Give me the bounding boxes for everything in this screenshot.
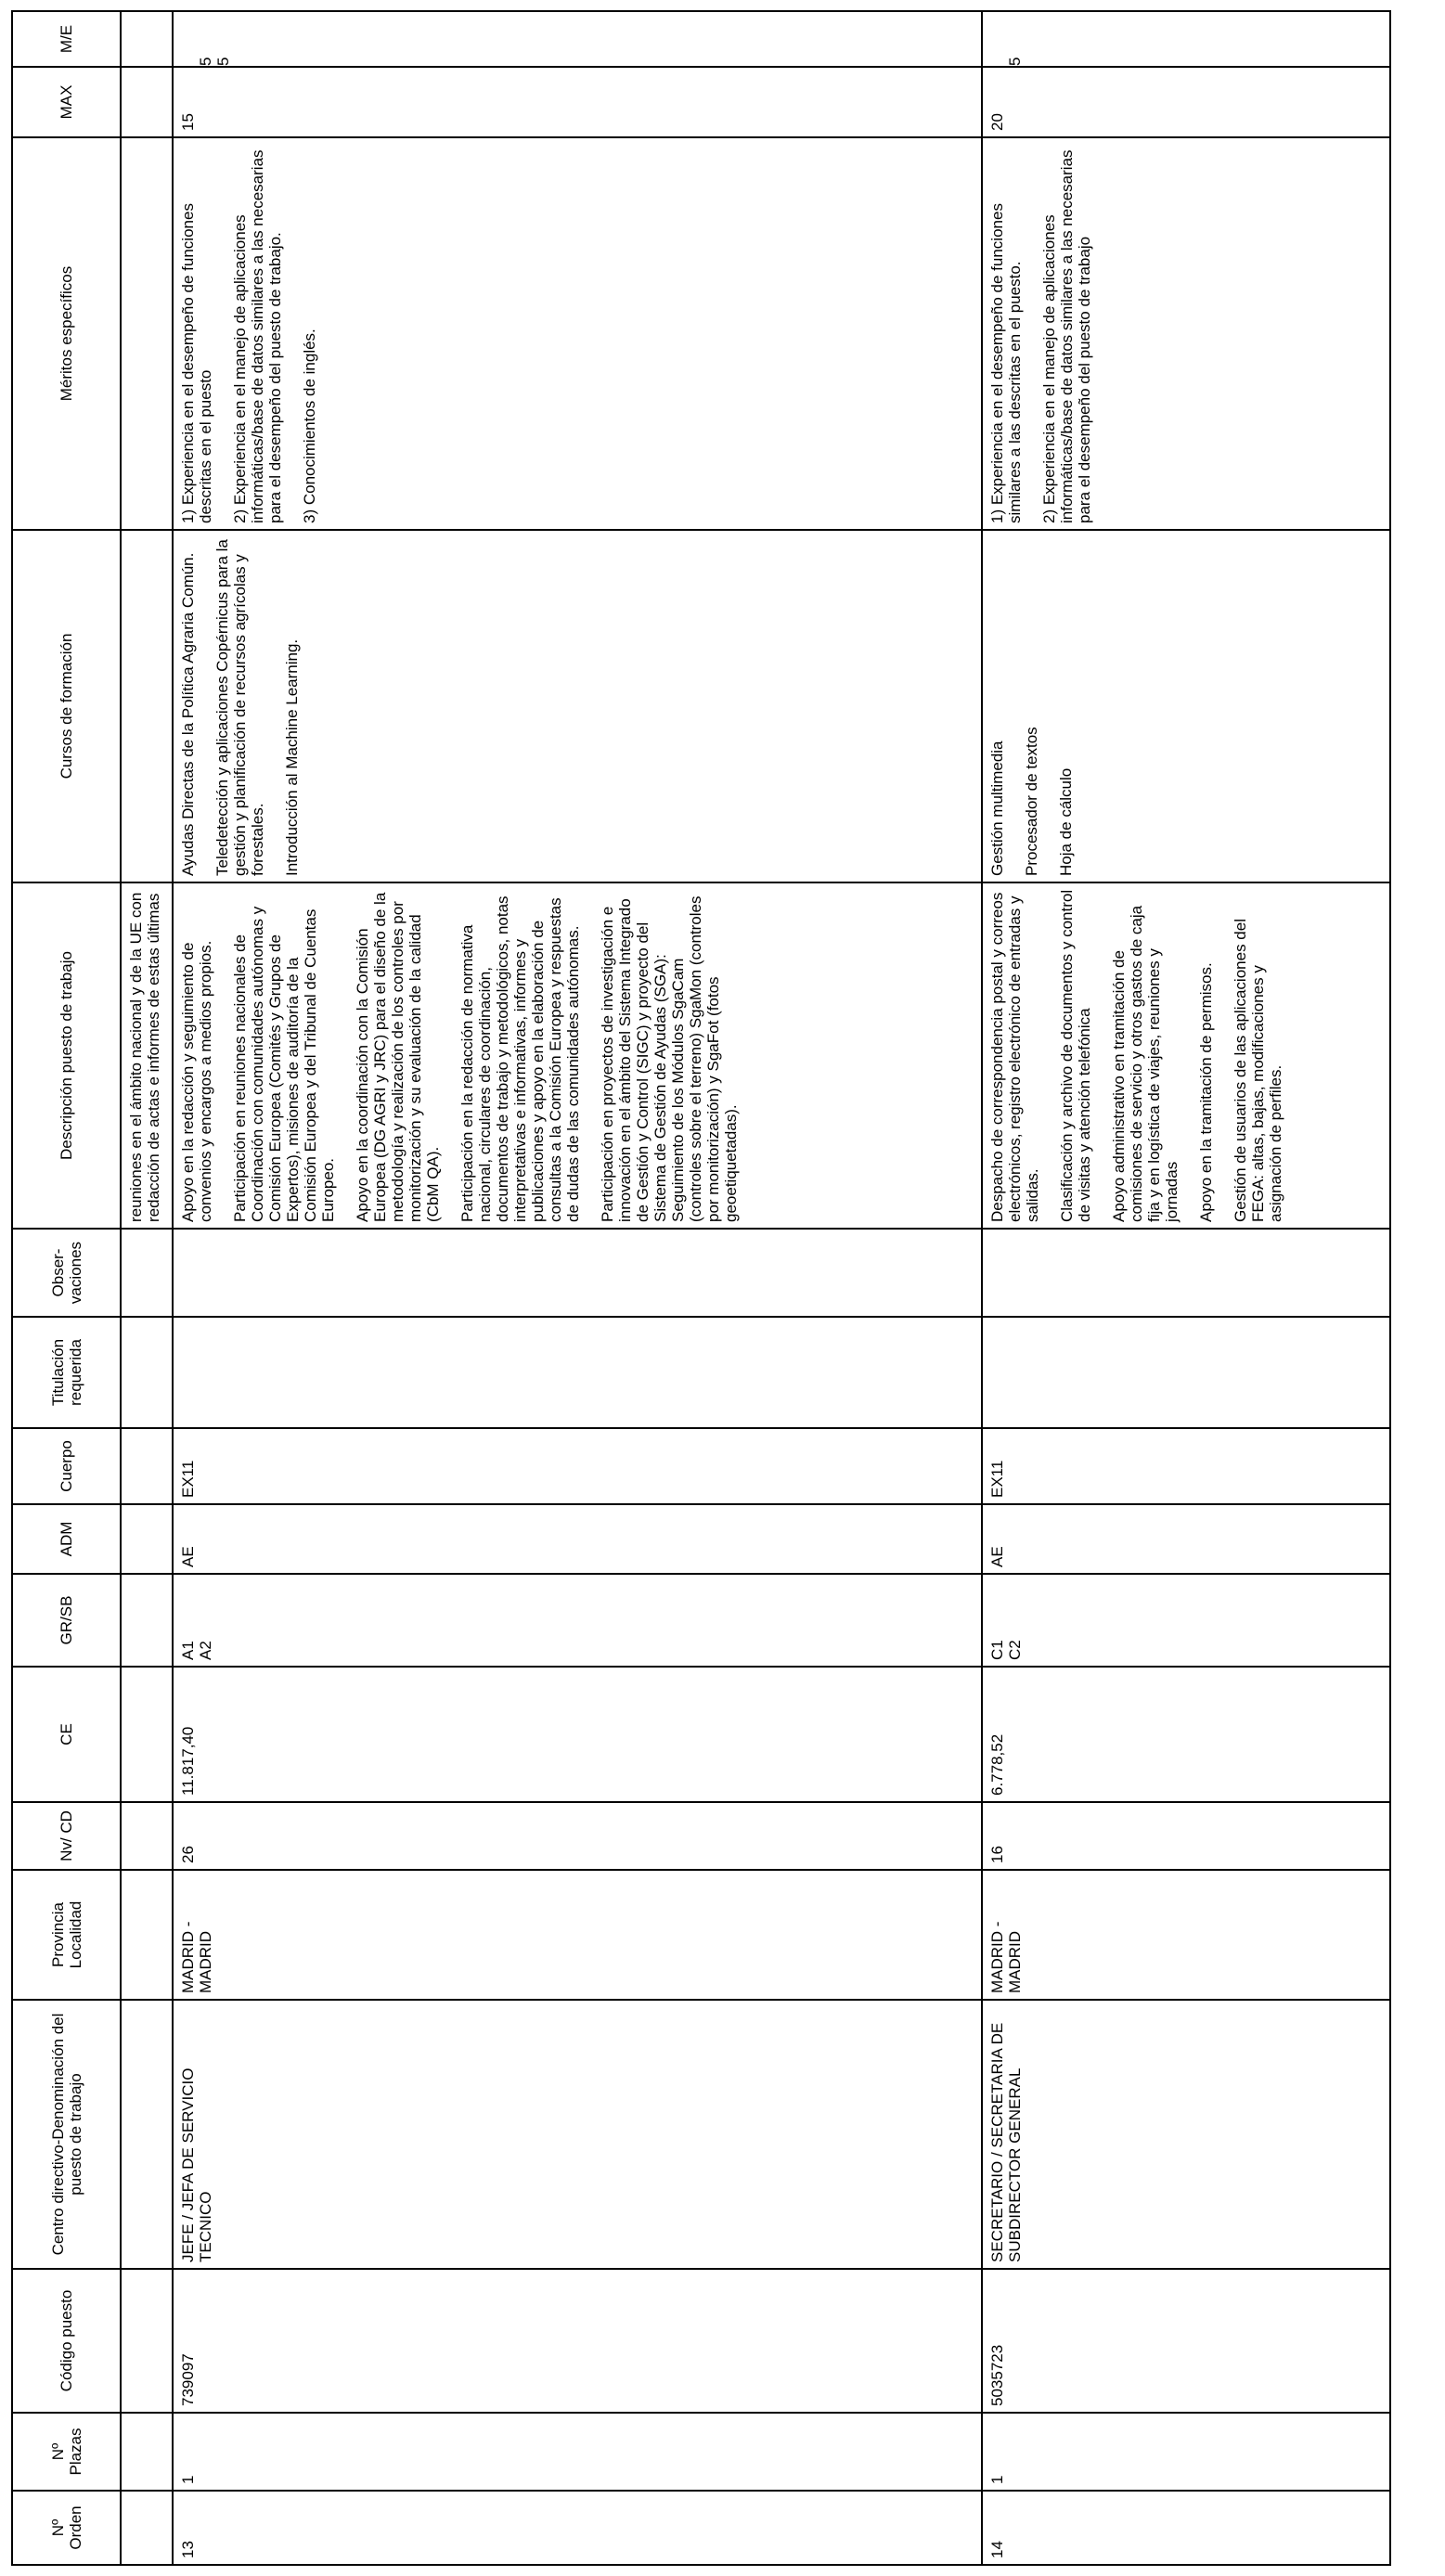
puestos-table <box>11 10 1391 2566</box>
header-cuerpo: Cuerpo <box>12 1428 121 1504</box>
continuation-row <box>121 11 173 2565</box>
adm-cell: AE <box>173 1504 982 1574</box>
table-row <box>982 11 1390 2565</box>
cuerpo-cell: EX11 <box>173 1428 982 1504</box>
nivel-cell: 16 <box>982 1802 1390 1870</box>
descripcion-item: Despacho de correspondencia postal y correos electrónicos, registro electrónico de entradas y salidas. <box>988 892 1041 1222</box>
merito-item: 3) Conocimientos de inglés. <box>301 328 318 523</box>
grupo-2: C2 <box>1006 1640 1024 1660</box>
observaciones-cell <box>982 1229 1390 1317</box>
header-orden: Nº Orden <box>12 2491 121 2565</box>
plazas-cell: 1 <box>173 2413 982 2491</box>
codigo-cell: 5035723 <box>982 2269 1390 2413</box>
curso-item: Hoja de cálculo <box>1057 767 1075 876</box>
header-plazas: Nº Plazas <box>12 2413 121 2491</box>
header-denominacion: Centro directivo-Denominación del puesto de trabajo <box>12 2000 121 2269</box>
grupo-cell <box>173 1574 982 1667</box>
denominacion-cell: JEFE / JEFA DE SERVICIO TECNICO <box>173 2000 982 2269</box>
header-provincia: Provincia Localidad <box>12 1870 121 2000</box>
cuerpo-cell: EX11 <box>982 1428 1390 1504</box>
header-descripcion: Descripción puesto de trabajo <box>12 882 121 1229</box>
max-value: 5 <box>1006 57 1024 66</box>
descripcion-item: Clasificación y archivo de documentos y control de visitas y atención telefónica <box>1058 889 1093 1222</box>
curso-item: Procesador de textos <box>1023 727 1040 876</box>
plazas-cell: 1 <box>982 2413 1390 2491</box>
continuation-descripcion: reuniones en el ámbito nacional y de la UE con redacción de actas e informes de estas últimas <box>121 882 173 1229</box>
descripcion-item: Gestión de usuarios de las aplicaciones del FEGA: altas, bajas, modificaciones y asignación de perfiles. <box>1232 919 1284 1222</box>
header-titulacion: Titulación requerida <box>12 1317 121 1428</box>
descripcion-cell <box>982 882 1390 1229</box>
header-nivel: Nv/ CD <box>12 1802 121 1870</box>
titulacion-cell <box>173 1317 982 1428</box>
curso-item: Teledetección y aplicaciones Copérnicus para la gestión y planificación de recursos agrícolas y forestales. <box>213 539 266 876</box>
adm-cell: AE <box>982 1504 1390 1574</box>
merito-item: 2) Experiencia en el manejo de aplicaciones informáticas/base de datos similares a las necesarias para el desempeño del puesto de trabajo. <box>231 149 284 523</box>
header-codigo: Código puesto <box>12 2269 121 2413</box>
max-value: 15 <box>179 113 197 131</box>
descripcion-item: Participación en proyectos de investigación e innovación en el ámbito del Sistema Integrado de Gestión y Control (SIGC) y proyecto del Sistema de Gestión de Ayudas (SGA): Seguimiento de los Módulos SgaCam (controles sobre el terreno) SgaMon (controles por monitorización) y SgaFot (fotos geoetiquetadas). <box>599 895 740 1222</box>
grupo-cell <box>982 1574 1390 1667</box>
max-cell <box>982 57 1390 137</box>
grupo-1: C1 <box>988 1640 1006 1660</box>
max-value: 20 <box>988 113 1006 131</box>
max-value: 5 <box>214 57 232 66</box>
meritos-cell <box>173 137 982 530</box>
merito-item: 1) Experiencia en el desempeño de funciones descritas en el puesto <box>179 203 214 523</box>
descripcion-item: Apoyo en la coordinación con la Comisión Europea (DG AGRI y JRC) para el diseño de la metodología y realización de los controles por monitorización y su evaluación de la calidad (CbM QA). <box>354 892 442 1222</box>
header-meritos: Méritos específicos <box>12 137 121 530</box>
descripcion-item: Apoyo administrativo en tramitación de comisiones de servicio y otros gastos de caja fija y en logística de viajes, reuniones y jornadas <box>1110 905 1181 1222</box>
header-grupo: GR/SB <box>12 1574 121 1667</box>
cursos-cell <box>982 530 1390 882</box>
denominacion-cell: SECRETARIO / SECRETARIA DE SUBDIRECTOR GENERAL <box>982 2000 1390 2269</box>
me-cell <box>982 11 1390 67</box>
merito-item: 1) Experiencia en el desempeño de funciones similares a las descritas en el puesto. <box>988 203 1024 523</box>
header-me: M/E <box>12 11 121 67</box>
header-ce: CE <box>12 1667 121 1802</box>
header-row <box>12 11 121 2565</box>
nivel-cell: 26 <box>173 1802 982 1870</box>
orden-cell: 13 <box>173 2491 982 2565</box>
header-observaciones: Obser-vaciones <box>12 1229 121 1317</box>
titulacion-cell <box>982 1317 1390 1428</box>
descripcion-item: Apoyo en la redacción y seguimiento de convenios y encargos a medios propios. <box>179 940 214 1222</box>
orden-cell: 14 <box>982 2491 1390 2565</box>
header-adm: ADM <box>12 1504 121 1574</box>
max-value: 5 <box>197 57 214 66</box>
observaciones-cell <box>173 1229 982 1317</box>
descripcion-cell <box>173 882 982 1229</box>
grupo-2: A2 <box>197 1641 214 1660</box>
grupo-1: A1 <box>179 1641 197 1660</box>
ce-cell: 11.817,40 <box>173 1667 982 1802</box>
descripcion-item: Participación en reuniones nacionales de Coordinación con comunidades autónomas y Comisión Europea (Comités y Grupos de Expertos), misiones de auditoría de la Comisión Europea y del Tribunal de Cuentas Europeo. <box>231 906 337 1222</box>
max-cell <box>173 57 982 137</box>
curso-item: Ayudas Directas de la Política Agraria Común. <box>179 552 197 876</box>
header-max: MAX <box>12 67 121 137</box>
merito-item: 2) Experiencia en el manejo de aplicaciones informáticas/base de datos similares a las necesarias para el desempeño del puesto de trabajo <box>1040 149 1093 523</box>
provincia-cell: MADRID - MADRID <box>173 1870 982 2000</box>
descripcion-item: Participación en la redacción de normativa nacional, circulares de coordinación, documentos de trabajo y metodológicos, notas interpretativas e informativas, informes y publicaciones y apoyo en la elaboración de consultas a la Comisión Europea y respuestas de dudas de las comunidades autónomas. <box>458 895 582 1222</box>
me-cell <box>173 11 982 67</box>
header-cursos: Cursos de formación <box>12 530 121 882</box>
cursos-cell <box>173 530 982 882</box>
descripcion-item: Apoyo en la tramitación de permisos. <box>1197 962 1215 1222</box>
curso-item: Gestión multimedia <box>988 741 1006 876</box>
ce-cell: 6.778,52 <box>982 1667 1390 1802</box>
curso-item: Introducción al Machine Learning. <box>283 638 301 876</box>
table-row <box>173 11 982 2565</box>
meritos-cell <box>982 137 1390 530</box>
codigo-cell: 739097 <box>173 2269 982 2413</box>
provincia-cell: MADRID - MADRID <box>982 1870 1390 2000</box>
